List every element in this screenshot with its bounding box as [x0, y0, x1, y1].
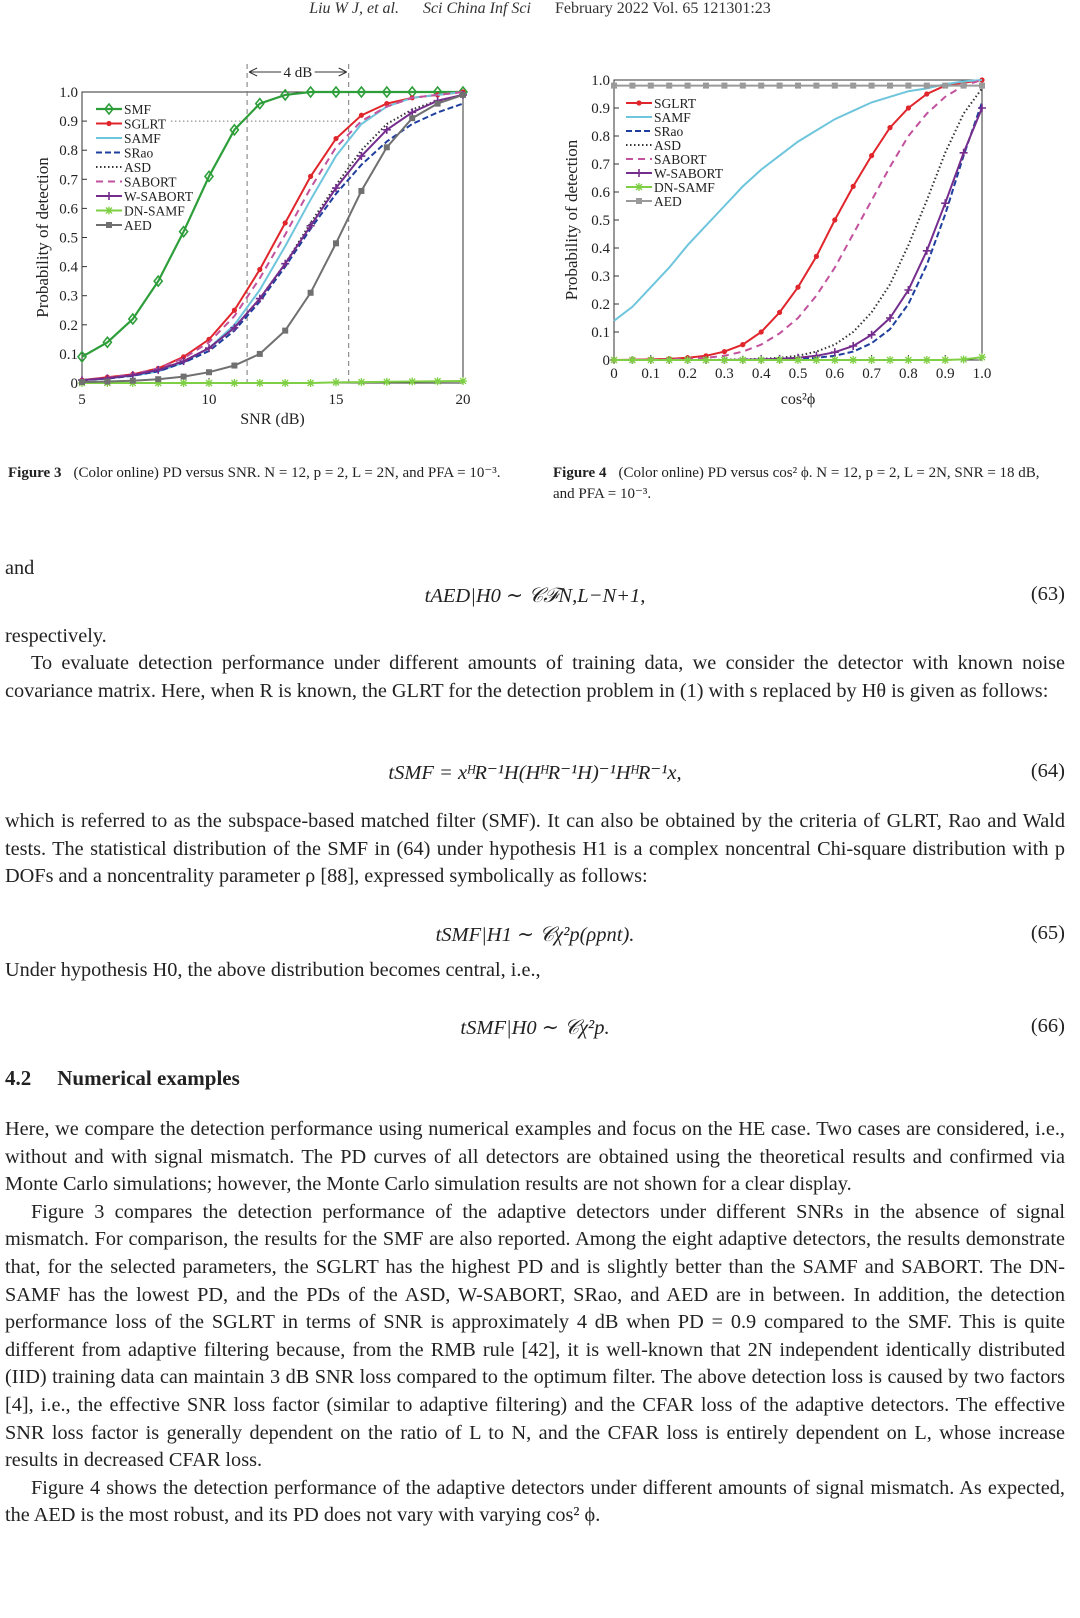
data-point-aed	[979, 83, 985, 89]
equation-65-number: (65)	[1030, 922, 1065, 944]
equation-64-number: (64)	[1030, 760, 1065, 782]
data-point-dn-samf	[960, 355, 968, 363]
data-point-dn-samf	[812, 356, 820, 364]
legend-marker-aed	[106, 222, 112, 228]
data-point-aed	[104, 379, 110, 385]
paragraph-smf-text: which is referred to as the subspace-based matched filter (SMF). It can also be obtained by the criteria of GLRT, Rao and Wald tests. The statistical distribution of the SMF in (64) under hypothesis H1 is a complex noncentral Chi-square distribution with p DOFs and a noncentrality parameter ρ [88], expressed symbolically as follows:	[5, 810, 1065, 888]
data-point-aed	[358, 188, 364, 194]
section-title: Numerical examples	[57, 1066, 240, 1090]
data-point-dn-samf	[720, 356, 728, 364]
data-point-aed	[832, 83, 838, 89]
legend-label-srao: SRao	[124, 145, 154, 161]
legend-label-asd: ASD	[654, 138, 682, 153]
data-point-aed	[942, 83, 948, 89]
data-point-aed	[384, 144, 390, 150]
data-point-sglrt	[832, 217, 837, 222]
x-tick-label: 20	[455, 392, 471, 408]
paragraph-figure-3: Figure 3 compares the detection performance of the adaptive detectors under different SNRs in the absence of signal mismatch. For comparison, the results for the SMF are also reported. Among the eight adaptive detectors, the results demonstrate that, for the selected parameters, the SGLRT has the highest PD and is slightly better than the SAMF and SABORT. The DN-SAMF has the lowest PD, and the PDs of the ASD, W-SABORT, SRao, and AED are in between. In addition, the detection performance loss of the SGLRT in terms of SNR is approximately 4 dB when PD = 0.9 compared to the SMF. This is quite different from adaptive filtering because, from the RMB rule [42], it is well-known that 2N independent identically distributed (IID) training data can maintain 3 dB SNR loss compared to the optimum filter. The above detection loss is caused by two factors [4], i.e., the effective SNR loss factor (similar to adaptive filtering) and the CFAR loss of the adaptive detectors. The effective SNR loss factor is generally dependent on the ratio of L to N, and the CFAR loss is entirely dependent on L, whose increase results in decreased CFAR loss.	[5, 1200, 1065, 1472]
legend-label-samf: SAMF	[124, 131, 161, 146]
data-point-sglrt	[924, 91, 929, 96]
x-axis-label: cos²ϕ	[780, 391, 816, 408]
data-point-sglrt	[232, 308, 237, 313]
data-point-aed	[333, 240, 339, 246]
data-point-dn-samf	[794, 356, 802, 364]
data-point-aed	[611, 83, 617, 89]
x-tick-label: 0.6	[825, 366, 845, 382]
y-tick-label: 0.5	[59, 230, 78, 247]
data-point-sglrt	[869, 153, 874, 158]
y-tick-label: 0.7	[591, 157, 610, 173]
legend-label-samf: SAMF	[654, 110, 691, 125]
data-point-dn-samf	[230, 379, 238, 387]
x-tick-label: 5	[78, 392, 86, 408]
data-point-aed	[924, 83, 930, 89]
figure-3-chart	[0, 40, 520, 460]
data-point-sglrt	[851, 184, 856, 189]
data-point-sglrt	[308, 174, 313, 179]
data-point-sglrt	[887, 125, 892, 130]
section-heading	[5, 1066, 240, 1091]
y-tick-label: 0	[602, 353, 610, 369]
y-tick-label: 0	[70, 376, 78, 392]
data-point-aed	[813, 83, 819, 89]
y-tick-label: 0.1	[591, 325, 610, 341]
data-point-dn-samf	[205, 379, 213, 387]
data-point-dn-samf	[978, 353, 986, 361]
data-point-aed	[703, 83, 709, 89]
data-point-aed	[206, 369, 212, 375]
data-point-sglrt	[777, 310, 782, 315]
data-point-dn-samf	[702, 356, 710, 364]
data-point-dn-samf	[665, 356, 673, 364]
y-tick-label: 0.2	[59, 317, 78, 334]
x-tick-label: 0.1	[641, 366, 661, 382]
page-header	[0, 0, 1080, 18]
legend-label-sglrt: SGLRT	[124, 116, 166, 132]
data-point-aed	[666, 83, 672, 89]
figure-3-caption-label: Figure 3	[8, 465, 62, 481]
x-tick-label: 0.2	[678, 366, 697, 382]
data-point-aed	[869, 83, 875, 89]
paragraph-training-text: To evaluate detection performance under different amounts of training data, we consider the detector with known noise covariance matrix. Here, when R is known, the GLRT for the detection problem in (1) with s replaced by Hθ is given as follows:	[5, 652, 1065, 702]
data-point-aed	[130, 378, 136, 384]
data-point-aed	[181, 374, 187, 380]
equation-64-expr: tSMF = xᴴR⁻¹H(HᴴR⁻¹H)⁻¹HᴴR⁻¹x,	[388, 762, 682, 784]
equation-66-expr: tSMF|H0 ∼ 𝒞χ²p.	[460, 1017, 610, 1039]
data-point-dn-samf	[610, 356, 618, 364]
figure-3-caption	[8, 463, 508, 484]
data-point-dn-samf	[684, 356, 692, 364]
y-axis-label: Probability of detection	[33, 157, 52, 318]
data-point-aed	[257, 351, 263, 357]
y-axis-label: Probability of detection	[562, 139, 581, 301]
data-point-aed	[795, 83, 801, 89]
y-tick-label: 0.6	[591, 185, 610, 201]
data-point-dn-samf	[281, 379, 289, 387]
data-point-dn-samf	[180, 379, 188, 387]
legend-marker-dn-samf	[635, 183, 643, 191]
y-tick-label: 0.8	[59, 143, 78, 160]
data-point-aed	[887, 83, 893, 89]
y-tick-label: 0.4	[59, 259, 78, 276]
data-point-aed	[685, 83, 691, 89]
data-point-sglrt	[359, 113, 364, 118]
figure-4-caption-label: Figure 4	[553, 465, 607, 481]
data-point-aed	[648, 83, 654, 89]
header-journal: Sci China Inf Sci	[422, 0, 531, 17]
legend-label-smf: SMF	[124, 102, 152, 117]
legend-label-w-sabort: W-SABORT	[654, 166, 723, 181]
legend-label-sglrt: SGLRT	[654, 96, 696, 111]
y-tick-label: 1.0	[59, 85, 78, 101]
paragraph-training	[5, 650, 1065, 705]
y-tick-label: 1.0	[591, 73, 610, 89]
data-point-aed	[79, 379, 85, 385]
data-point-dn-samf	[739, 356, 747, 364]
data-point-sglrt	[257, 267, 262, 272]
data-point-aed	[155, 376, 161, 382]
arrow-right-4db	[315, 68, 347, 76]
data-point-dn-samf	[434, 377, 442, 385]
data-point-aed	[740, 83, 746, 89]
equation-63-expr: tAED|H0 ∼ 𝒞ℱN,L−N+1,	[424, 585, 646, 607]
paragraph-figure-4: Figure 4 shows the detection performance of the adaptive detectors under different amounts of signal mismatch. As expected, the AED is the most robust, and its PD does not vary with varying cos² ϕ.	[5, 1476, 1065, 1527]
data-point-sglrt	[906, 105, 911, 110]
legend-label-dn-samf: DN-SAMF	[124, 203, 185, 219]
x-tick-label: 15	[328, 392, 344, 408]
x-tick-label: 0.9	[935, 366, 955, 382]
x-tick-label: 0	[610, 366, 618, 382]
header-issue: February 2022 Vol. 65 121301:23	[554, 0, 771, 17]
legend-label-aed: AED	[654, 194, 682, 209]
paragraph-numerical: Here, we compare the detection performance using numerical examples and focus on the HE case. Two cases are considered, i.e., without and with signal mismatch. The PD curves of all detectors are obtained using the theoretical results and confirmed via Monte Carlo simulations; however, the Monte Carlo simulation results are not shown for a clear display.	[5, 1118, 1065, 1196]
data-point-aed	[282, 328, 288, 334]
word-and: and	[5, 557, 35, 579]
annotation-4db: 4 dB	[283, 65, 313, 81]
figure-4-caption-text: (Color online) PD versus cos² ϕ. N = 12, p = 2, L = 2N, SNR = 18 dB, and PFA = 10⁻³.	[553, 465, 1040, 502]
data-point-dn-samf	[776, 356, 784, 364]
data-point-aed	[777, 83, 783, 89]
x-tick-label: 10	[201, 392, 217, 408]
y-tick-label: 0.6	[59, 201, 78, 218]
y-tick-label: 0.4	[591, 241, 610, 257]
data-point-dn-samf	[923, 356, 931, 364]
y-tick-label: 0.8	[591, 129, 610, 145]
data-point-dn-samf	[357, 378, 365, 386]
data-point-dn-samf	[849, 356, 857, 364]
legend-label-sabort: SABORT	[654, 152, 707, 167]
legend-label-w-sabort: W-SABORT	[124, 189, 193, 204]
figure-4-caption	[553, 463, 1063, 505]
data-point-aed	[961, 83, 967, 89]
data-point-aed	[231, 363, 237, 369]
x-tick-label: 0.8	[899, 366, 918, 382]
data-point-dn-samf	[408, 378, 416, 386]
word-respectively: respectively.	[5, 625, 107, 647]
x-tick-label: 0.4	[751, 366, 771, 382]
equation-65-expr: tSMF|H1 ∼ 𝒞χ²p(ρpnt).	[435, 924, 635, 946]
data-point-dn-samf	[941, 356, 949, 364]
legend-marker-sglrt	[636, 100, 641, 105]
data-point-aed	[850, 83, 856, 89]
y-tick-label: 0.2	[591, 297, 610, 313]
x-tick-label: 0.5	[788, 366, 808, 382]
body-text-numerical	[5, 1116, 1065, 1530]
equation-63-number: (63)	[1030, 583, 1065, 605]
legend-label-dn-samf: DN-SAMF	[654, 180, 715, 195]
data-point-dn-samf	[307, 379, 315, 387]
data-point-sglrt	[740, 342, 745, 347]
legend-label-srao: SRao	[654, 124, 684, 139]
data-point-sglrt	[759, 329, 764, 334]
legend-label-asd: ASD	[124, 160, 152, 175]
x-tick-label: 0.3	[715, 366, 734, 382]
data-point-dn-samf	[459, 377, 467, 385]
equation-66-number: (66)	[1030, 1015, 1065, 1037]
data-point-dn-samf	[757, 356, 765, 364]
y-tick-label: 0.9	[591, 101, 610, 117]
y-tick-label: 0.3	[591, 269, 610, 285]
data-point-dn-samf	[904, 356, 912, 364]
legend-marker-aed	[636, 198, 642, 204]
x-axis-label: SNR (dB)	[240, 411, 305, 428]
legend-label-sabort: SABORT	[124, 174, 177, 190]
y-tick-label: 0.1	[59, 346, 78, 363]
data-point-dn-samf	[886, 356, 894, 364]
x-tick-label: 1.0	[972, 366, 992, 382]
y-tick-label: 0.7	[59, 172, 78, 189]
y-tick-label: 0.3	[59, 288, 78, 305]
arrow-left-4db	[249, 68, 281, 76]
data-point-dn-samf	[383, 378, 391, 386]
data-point-dn-samf	[332, 378, 340, 386]
legend-marker-sglrt	[106, 121, 111, 126]
data-point-aed	[905, 83, 911, 89]
legend-label-aed: AED	[124, 218, 152, 233]
x-tick-label: 0.7	[862, 366, 881, 382]
data-point-aed	[460, 92, 466, 98]
data-point-sglrt	[722, 349, 727, 354]
paragraph-smf	[5, 808, 1065, 891]
y-tick-label: 0.9	[59, 114, 78, 131]
data-point-aed	[435, 101, 441, 107]
data-point-aed	[409, 115, 415, 121]
data-point-sglrt	[814, 254, 819, 259]
data-point-dn-samf	[256, 379, 264, 387]
data-point-sglrt	[795, 285, 800, 290]
data-point-aed	[308, 290, 314, 296]
data-point-dn-samf	[831, 356, 839, 364]
figure-4-chart	[540, 40, 1080, 460]
data-point-sglrt	[333, 136, 338, 141]
data-point-aed	[721, 83, 727, 89]
legend-marker-dn-samf	[105, 207, 113, 215]
figure-3-caption-text: (Color online) PD versus SNR. N = 12, p = 2, L = 2N, and PFA = 10⁻³.	[73, 465, 501, 481]
header-authors: Liu W J, et al.	[309, 0, 399, 17]
data-point-dn-samf	[628, 356, 636, 364]
y-tick-label: 0.5	[591, 213, 610, 229]
data-point-dn-samf	[868, 356, 876, 364]
data-point-aed	[758, 83, 764, 89]
data-point-sglrt	[283, 220, 288, 225]
data-point-aed	[629, 83, 635, 89]
data-point-dn-samf	[647, 356, 655, 364]
paragraph-h0: Under hypothesis H0, the above distribution becomes central, i.e.,	[5, 959, 541, 981]
section-number: 4.2	[5, 1066, 32, 1090]
